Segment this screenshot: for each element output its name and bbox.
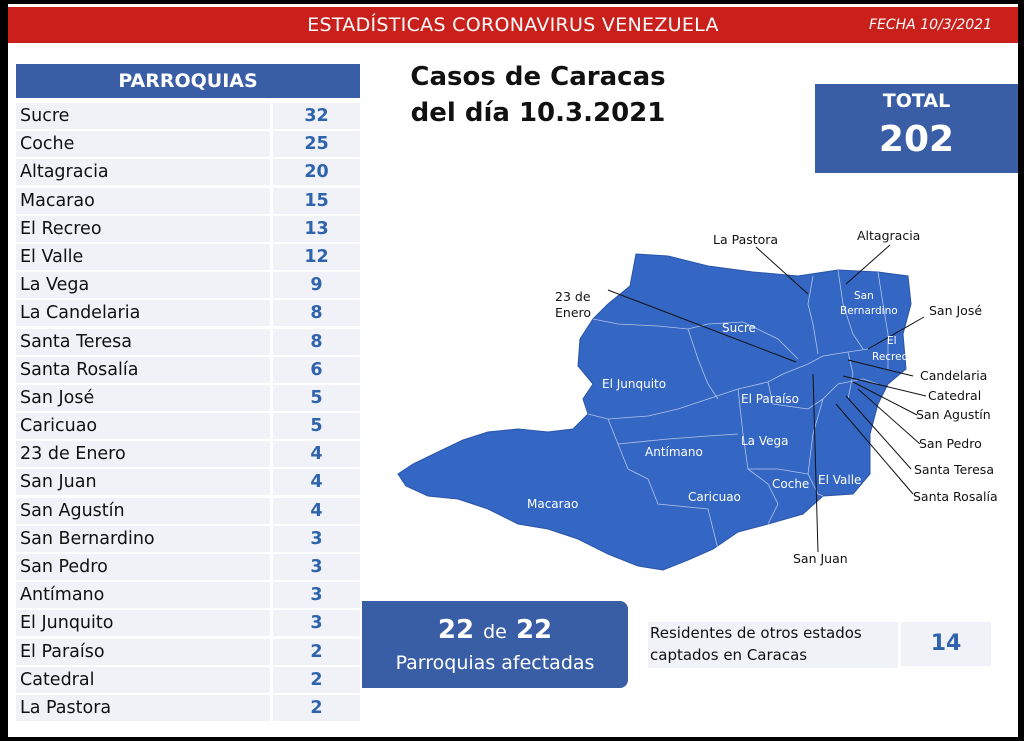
parroquia-value: 4 — [273, 498, 360, 524]
parroquia-value: 5 — [273, 385, 360, 411]
total-value: 202 — [878, 119, 955, 160]
parroquia-value: 2 — [273, 639, 360, 665]
label-santa-teresa: Santa Teresa — [914, 462, 994, 477]
parroquia-value: 3 — [273, 554, 360, 580]
affected-total: 22 — [515, 615, 553, 645]
label-candelaria: Candelaria — [920, 368, 988, 383]
parroquia-name: La Pastora — [16, 695, 270, 721]
parroquia-name: El Valle — [16, 244, 270, 270]
label-la-pastora: La Pastora — [713, 232, 779, 247]
label-san-agustin: San Agustín — [916, 407, 991, 422]
parroquia-name: El Recreo — [16, 216, 270, 242]
parroquia-value: 25 — [273, 131, 360, 157]
label-san-bernardino-line1: San — [854, 290, 874, 302]
affected-label: Parroquias afectadas — [395, 652, 595, 674]
parroquia-name: El Junquito — [16, 610, 270, 636]
parroquia-name: La Candelaria — [16, 300, 270, 326]
affected-count: 22 — [437, 615, 475, 645]
label-el-recreo-line2: Recreo — [872, 351, 909, 363]
parroquias-heading: PARROQUIAS — [16, 64, 360, 98]
label-san-pedro: San Pedro — [919, 436, 982, 451]
label-23-de-enero-line2: Enero — [555, 305, 592, 320]
parroquia-name: El Paraíso — [16, 639, 270, 665]
label-catedral: Catedral — [928, 388, 982, 403]
residents-label-line1: Residentes de otros estados — [650, 624, 862, 642]
label-el-paraiso: El Paraíso — [741, 392, 799, 406]
label-san-juan: San Juan — [793, 551, 848, 566]
parroquia-value: 13 — [273, 216, 360, 242]
map-region-outline — [398, 254, 911, 570]
parroquia-name: Macarao — [16, 188, 270, 214]
map-title-line1: Casos de Caracas — [410, 62, 666, 92]
parroquia-value: 8 — [273, 300, 360, 326]
label-el-recreo-line1: El — [887, 335, 897, 347]
label-sucre: Sucre — [722, 321, 756, 335]
parroquia-name: San Pedro — [16, 554, 270, 580]
label-23-de-enero-line1: 23 de — [555, 289, 591, 304]
residents-label-line2: captados en Caracas — [650, 646, 808, 664]
parroquia-name: Catedral — [16, 667, 270, 693]
label-altagracia: Altagracia — [857, 228, 921, 243]
parroquia-value: 12 — [273, 244, 360, 270]
header-date: FECHA 10/3/2021 — [868, 17, 992, 33]
parroquia-name: Altagracia — [16, 159, 270, 185]
parroquia-name: San Bernardino — [16, 526, 270, 552]
label-coche: Coche — [772, 477, 810, 491]
residents-value: 14 — [901, 622, 991, 666]
label-la-vega: La Vega — [741, 434, 789, 448]
parroquia-value: 3 — [273, 610, 360, 636]
parroquia-value: 3 — [273, 582, 360, 608]
label-caricuao: Caricuao — [688, 490, 741, 504]
map-title-line2: del día 10.3.2021 — [410, 98, 666, 128]
affected-box — [362, 601, 628, 688]
parroquia-value: 3 — [273, 526, 360, 552]
parroquia-name: Antímano — [16, 582, 270, 608]
affected-count-line — [362, 615, 628, 645]
parroquia-value: 15 — [273, 188, 360, 214]
parroquia-name: San Juan — [16, 469, 270, 495]
parroquia-name: Sucre — [16, 103, 270, 129]
parroquia-name: Caricuao — [16, 413, 270, 439]
parroquia-value: 20 — [273, 159, 360, 185]
parroquia-value: 6 — [273, 357, 360, 383]
parroquia-name: San José — [16, 385, 270, 411]
parroquia-value: 32 — [273, 103, 360, 129]
parroquia-value: 5 — [273, 413, 360, 439]
residents-label — [648, 622, 898, 668]
label-san-jose: San José — [929, 303, 983, 318]
infographic-page — [8, 4, 1018, 737]
label-san-bernardino-line2: Bernardino — [840, 305, 898, 317]
label-antimano: Antímano — [645, 445, 703, 459]
header-title: ESTADÍSTICAS CORONAVIRUS VENEZUELA — [307, 14, 719, 36]
parroquia-value: 9 — [273, 272, 360, 298]
parroquia-name: San Agustín — [16, 498, 270, 524]
label-santa-rosalia: Santa Rosalía — [913, 489, 998, 504]
parroquia-name: Santa Rosalía — [16, 357, 270, 383]
label-el-junquito: El Junquito — [602, 377, 667, 391]
parroquia-value: 2 — [273, 695, 360, 721]
parroquia-value: 4 — [273, 441, 360, 467]
label-macarao: Macarao — [527, 497, 579, 511]
parroquia-value: 2 — [273, 667, 360, 693]
parroquia-value: 4 — [273, 469, 360, 495]
parroquia-value: 8 — [273, 329, 360, 355]
parroquia-name: 23 de Enero — [16, 441, 270, 467]
label-el-valle: El Valle — [818, 473, 862, 487]
parroquia-name: Coche — [16, 131, 270, 157]
parroquia-name: La Vega — [16, 272, 270, 298]
total-label: TOTAL — [882, 90, 951, 112]
affected-of: de — [483, 621, 507, 643]
parroquia-name: Santa Teresa — [16, 329, 270, 355]
